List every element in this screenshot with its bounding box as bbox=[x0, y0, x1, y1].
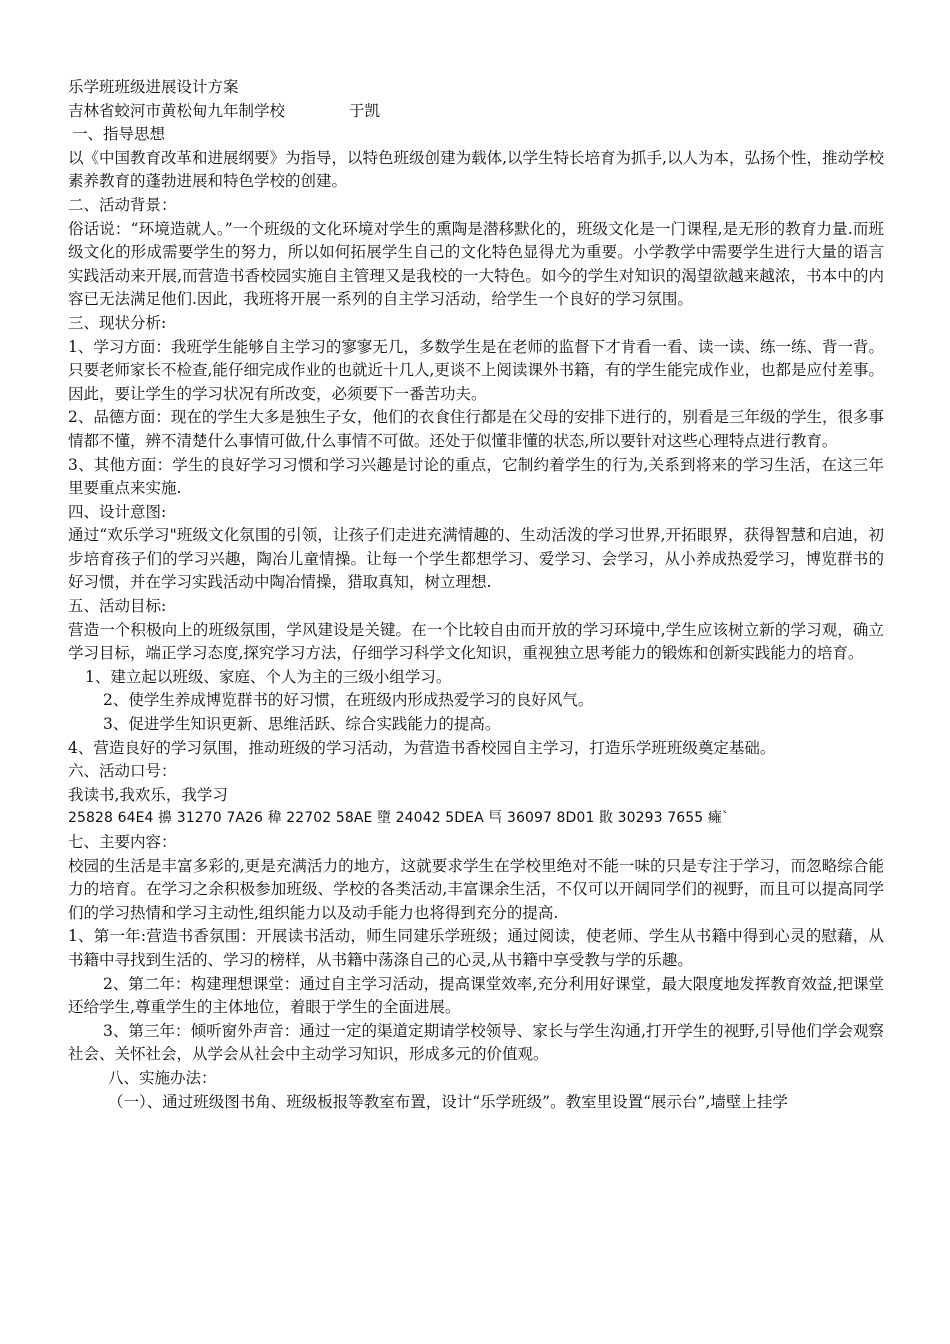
byline bbox=[68, 100, 884, 124]
slogan: 我读书,我欢乐，我学习 bbox=[68, 785, 228, 804]
list-item: 2、使学生养成博览群书的好习惯，在班级内形成热爱学习的良好风气。 bbox=[103, 691, 594, 710]
paragraph: 营造一个积极向上的班级氛围，学风建设是关键。在一个比较自由而开放的学习环境中,学生应该树立新的学习观，确立学习目标，端正学习态度,探究学习方法，仔细学习科学文化知识，重视独立思考能力的锻炼和创新实践能力的培育。 bbox=[68, 620, 884, 663]
section-heading: 三、现状分析: bbox=[68, 313, 167, 332]
list-item: 3、促进学生知识更新、思维活跃、综合实践能力的提高。 bbox=[103, 715, 501, 734]
paragraph: 俗话说：“环境造就人。”一个班级的文化环境对学生的熏陶是潜移默化的，班级文化是一门课程,是无形的教育力量.而班级文化的形成需要学生的努力，所以如何拓展学生自己的文化特色显得尤为重要。小学教学中需要学生进行大量的语言实践活动来开展,而营造书香校园实施自主管理又是我校的一大特色。如今的学生对知识的渴望欲越来越浓，书本中的内容已无法满足他们.因此，我班将开展一系列的自主学习活动，给学生一个良好的学习氛围。 bbox=[68, 219, 884, 309]
document-title: 乐学班班级进展设计方案 bbox=[68, 78, 239, 96]
encoding-artifact-line: 25828 64E4 擤 31270 7A26 稦 22702 58AE 墮 24042 5DEA 巪 36097 8D01 贁 30293 7655 癕` bbox=[68, 810, 730, 827]
section-heading: 七、主要内容： bbox=[68, 833, 177, 851]
paragraph: 以《中国教育改革和进展纲要》为指导，以特色班级创建为载体,以学生特长培育为抓手,以人为本，弘扬个性，推动学校素养教育的蓬勃进展和特色学校的创建。 bbox=[68, 148, 884, 191]
school-name: 吉林省蛟河市黄松甸九年制学校 bbox=[68, 101, 286, 120]
paragraph: 校园的生活是丰富多彩的,更是充满活力的地方，这就要求学生在学校里绝对不能一味的只是专注于学习，而忽略综合能力的培育。在学习之余积极参加班级、学校的各类活动,丰富课余生活，不仅可以开阔同学们的视野，而且可以提高同学们的学习热情和学习主动性,组织能力以及动手能力也将得到充分的提高. bbox=[68, 856, 884, 922]
list-item: 1、建立起以班级、家庭、个人为主的三级小组学习。 bbox=[85, 667, 452, 686]
list-item: 4、营造良好的学习氛围，推动班级的学习活动，为营造书香校园自主学习，打造乐学班班级奠定基础。 bbox=[68, 738, 776, 757]
section-heading: 二、活动背景： bbox=[68, 195, 177, 214]
document-body bbox=[68, 76, 884, 1114]
section-heading: 一、指导思想 bbox=[72, 125, 166, 144]
section-heading: 八、实施办法： bbox=[108, 1068, 217, 1087]
list-item: 2、第二年：构建理想课堂：通过自主学习活动，提高课堂效率,充分利用好课堂，最大限度地发挥教育效益,把课堂还给学生,尊重学生的主体地位，着眼于学生的全面进展。 bbox=[68, 974, 884, 1017]
section-heading: 四、设计意图: bbox=[68, 502, 167, 521]
paragraph: 通过“欢乐学习"班级文化氛围的引领，让孩子们走进充满情趣的、生动活泼的学习世界,开拓眼界，获得智慧和启迪，初步培育孩子们的学习兴趣，陶冶儿童情操。让每一个学生都想学习、爱学习、会学习，从小养成热爱学习，博览群书的好习惯，并在学习实践活动中陶冶情操，猎取真知，树立理想. bbox=[68, 526, 884, 592]
list-item: 3、第三年：倾听窗外声音：通过一定的渠道定期请学校领导、家长与学生沟通,打开学生的视野,引导他们学会观察社会、关怀社会，从学会从社会中主动学习知识，形成多元的价值观。 bbox=[68, 1021, 884, 1064]
paragraph: 3、其他方面：学生的良好学习习惯和学习兴趣是讨论的重点，它制约着学生的行为,关系到将来的学习生活，在这三年里要重点来实施. bbox=[68, 455, 884, 498]
section-heading: 六、活动口号： bbox=[68, 762, 177, 781]
section-heading: 五、活动目标: bbox=[68, 597, 167, 616]
paragraph: 1、学习方面：我班学生能够自主学习的寥寥无几，多数学生是在老师的监督下才肯看一看、读一读、练一练、背一背。只要老师家长不检查,能仔细完成作业的也就近十几人,更谈不上阅读课外书籍，有的学生能完成作业，也都是应付差事。因此，要让学生的学习状况有所改变，必须要下一番苦功夫。 bbox=[68, 337, 884, 403]
paragraph: 2、品德方面：现在的学生大多是独生子女，他们的衣食住行都是在父母的安排下进行的，别看是三年级的学生，很多事情都不懂，辨不清楚什么事情可做,什么事情不可做。还处于似懂非懂的状态,所以要针对这些心理特点进行教育。 bbox=[68, 408, 884, 450]
paragraph: （一）、通过班级图书角、班级板报等教室布置，设计“乐学班级”。教室里设置“展示台”,墙壁上挂学 bbox=[108, 1092, 788, 1111]
author-name: 于凯 bbox=[349, 101, 381, 120]
list-item: 1、第一年:营造书香氛围：开展读书活动，师生同建乐学班级；通过阅读，使老师、学生从书籍中得到心灵的慰藉，从书籍中寻找到生活的、学习的榜样，从书籍中荡涤自己的心灵,从书籍中享受教与学的乐趣。 bbox=[68, 927, 884, 969]
